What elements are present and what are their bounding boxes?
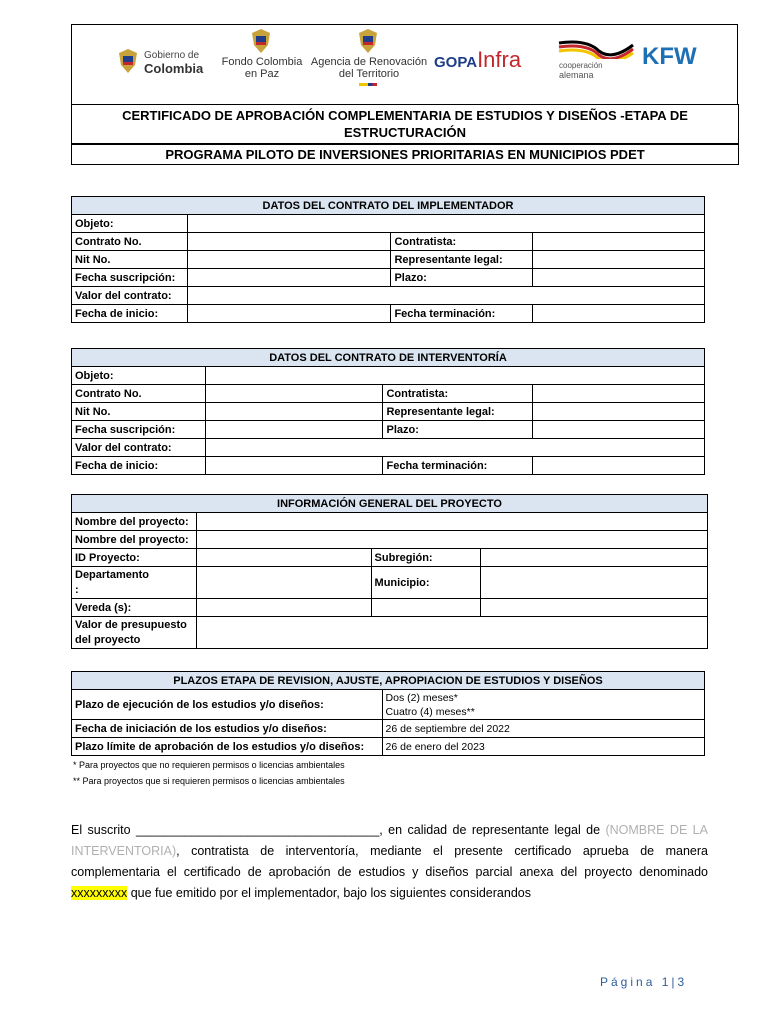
title-line2: ESTRUCTURACIÓN bbox=[343, 125, 467, 140]
int-fecha-terminacion-value[interactable] bbox=[533, 457, 705, 475]
impl-objeto-value[interactable] bbox=[187, 215, 704, 233]
cooperacion-alemana-logo bbox=[557, 37, 637, 87]
proy-municipio-value[interactable] bbox=[481, 567, 708, 599]
fondo-line2: en Paz bbox=[244, 68, 280, 80]
plazos-note1: * Para proyectos que no requieren permisos o licencias ambientales bbox=[73, 760, 345, 770]
proy-valor-value[interactable] bbox=[196, 617, 707, 649]
page-footer: Página 1|3 bbox=[600, 975, 688, 989]
proyecto-table bbox=[71, 494, 708, 649]
int-fecha-inicio-label: Fecha de inicio: bbox=[72, 457, 206, 475]
int-contrato-value[interactable] bbox=[205, 385, 383, 403]
interventoria-name-placeholder[interactable]: (NOMBRE DE LA INTERVENTORIA) bbox=[71, 823, 708, 858]
int-fecha-suscripcion-label: Fecha suscripción: bbox=[72, 421, 206, 439]
int-objeto-label: Objeto: bbox=[72, 367, 206, 385]
proy-departamento-line2: : bbox=[75, 583, 79, 596]
page-label: Página bbox=[600, 975, 656, 989]
agencia-line1: Agencia de Renovación bbox=[310, 56, 428, 68]
impl-valor-value[interactable] bbox=[187, 287, 704, 305]
impl-contrato-value[interactable] bbox=[187, 233, 391, 251]
colombia-coat-of-arms-icon bbox=[117, 47, 139, 75]
plazos-row1-label: Plazo de ejecución de los estudios y/o diseños: bbox=[72, 690, 383, 720]
infra-text: Infra bbox=[477, 47, 522, 72]
cooperacion-line2: alemana bbox=[559, 70, 594, 80]
impl-plazo-label: Plazo: bbox=[391, 269, 533, 287]
impl-nit-label: Nit No. bbox=[72, 251, 188, 269]
int-nit-value[interactable] bbox=[205, 403, 383, 421]
int-representante-label: Representante legal: bbox=[383, 403, 533, 421]
impl-contratista-label: Contratista: bbox=[391, 233, 533, 251]
plazos-row2-label: Fecha de iniciación de los estudios y/o diseños: bbox=[72, 720, 383, 738]
impl-contrato-label: Contrato No. bbox=[72, 233, 188, 251]
proy-nombre2-label: Nombre del proyecto: bbox=[72, 531, 197, 549]
proy-id-value[interactable] bbox=[196, 549, 371, 567]
impl-fecha-terminacion-value[interactable] bbox=[533, 305, 705, 323]
kfw-text: KFW bbox=[642, 43, 697, 70]
paragraph-part2: , contratista de interventoría, mediante el presente certificado aprueba de manera complementaria el certificado de aprobación de estudios y diseños parcial anexa del proyecto denominado bbox=[71, 844, 708, 879]
plazos-note2: ** Para proyectos que si requieren permisos o licencias ambientales bbox=[73, 776, 345, 786]
int-fecha-terminacion-label: Fecha terminación: bbox=[383, 457, 533, 475]
document-subtitle bbox=[71, 144, 739, 165]
impl-objeto-label: Objeto: bbox=[72, 215, 188, 233]
gobierno-line2: Colombia bbox=[144, 61, 204, 76]
gobierno-line1: Gobierno de bbox=[144, 50, 200, 61]
agencia-line2: del Territorio bbox=[338, 68, 400, 80]
implementador-table bbox=[71, 196, 705, 323]
impl-nit-value[interactable] bbox=[187, 251, 391, 269]
impl-representante-label: Representante legal: bbox=[391, 251, 533, 269]
impl-plazo-value[interactable] bbox=[533, 269, 705, 287]
impl-representante-value[interactable] bbox=[533, 251, 705, 269]
impl-fecha-terminacion-label: Fecha terminación: bbox=[391, 305, 533, 323]
logo-row bbox=[71, 24, 738, 104]
implementador-heading: DATOS DEL CONTRATO DEL IMPLEMENTADOR bbox=[72, 197, 705, 215]
impl-fecha-inicio-value[interactable] bbox=[187, 305, 391, 323]
int-contrato-label: Contrato No. bbox=[72, 385, 206, 403]
cooperacion-line1: cooperación bbox=[559, 61, 603, 70]
subtitle-text: PROGRAMA PILOTO DE INVERSIONES PRIORITARIAS EN MUNICIPIOS PDET bbox=[165, 147, 645, 162]
project-name-placeholder[interactable]: xxxxxxxxx bbox=[71, 886, 128, 900]
agencia-renovacion-logo bbox=[309, 27, 429, 89]
gopa-infra-logo bbox=[434, 47, 554, 77]
proy-valor-line2: del proyecto bbox=[75, 633, 141, 646]
proy-vereda-label: Vereda (s): bbox=[72, 599, 197, 617]
plazos-row3-label: Plazo límite de aprobación de los estudios y/o diseños: bbox=[72, 738, 383, 756]
agencia-flag-bar bbox=[359, 83, 377, 86]
impl-contratista-value[interactable] bbox=[533, 233, 705, 251]
plazos-table bbox=[71, 671, 705, 756]
plazos-row3-value: 26 de enero del 2023 bbox=[382, 738, 704, 756]
proy-departamento-label bbox=[72, 567, 197, 599]
proy-nombre2-value[interactable] bbox=[196, 531, 707, 549]
proy-id-label: ID Proyecto: bbox=[72, 549, 197, 567]
proy-subregion-value[interactable] bbox=[481, 549, 708, 567]
int-valor-value[interactable] bbox=[205, 439, 704, 457]
int-representante-value[interactable] bbox=[533, 403, 705, 421]
gobierno-colombia-logo bbox=[117, 47, 212, 77]
proy-departamento-value[interactable] bbox=[196, 567, 371, 599]
proy-departamento-line1: Departamento bbox=[75, 568, 149, 581]
kfw-logo bbox=[642, 43, 712, 73]
certificate-paragraph bbox=[71, 820, 708, 904]
impl-valor-label: Valor del contrato: bbox=[72, 287, 188, 305]
proy-vereda-value[interactable] bbox=[196, 599, 371, 617]
paragraph-part1: El suscrito ___________________________________, en calidad de representante legal de bbox=[71, 823, 606, 837]
proy-subregion-label: Subregión: bbox=[371, 549, 481, 567]
int-valor-label: Valor del contrato: bbox=[72, 439, 206, 457]
fondo-colombia-logo bbox=[217, 27, 307, 89]
interventoria-table bbox=[71, 348, 705, 475]
plazos-row2-value: 26 de septiembre del 2022 bbox=[382, 720, 704, 738]
proy-valor-label bbox=[72, 617, 197, 649]
impl-fecha-inicio-label: Fecha de inicio: bbox=[72, 305, 188, 323]
fondo-coat-of-arms-icon bbox=[250, 27, 272, 55]
proy-nombre1-label: Nombre del proyecto: bbox=[72, 513, 197, 531]
proy-valor-line1: Valor de presupuesto bbox=[75, 618, 187, 631]
document-title bbox=[71, 104, 739, 144]
page-total: 3 bbox=[677, 975, 688, 989]
int-plazo-value[interactable] bbox=[533, 421, 705, 439]
fondo-line1: Fondo Colombia bbox=[221, 56, 303, 68]
proy-municipio-label: Municipio: bbox=[371, 567, 481, 599]
paragraph-part3: que fue emitido por el implementador, bajo los siguientes considerandos bbox=[127, 886, 531, 900]
title-line1: CERTIFICADO DE APROBACIÓN COMPLEMENTARIA DE ESTUDIOS Y DISEÑOS -ETAPA DE bbox=[122, 108, 688, 123]
proy-nombre1-value[interactable] bbox=[196, 513, 707, 531]
int-fecha-inicio-value[interactable] bbox=[205, 457, 383, 475]
plazos-heading: PLAZOS ETAPA DE REVISION, AJUSTE, APROPIACION DE ESTUDIOS Y DISEÑOS bbox=[72, 672, 705, 690]
int-fecha-suscripcion-value[interactable] bbox=[205, 421, 383, 439]
plazos-row1-value-line2: Cuatro (4) meses** bbox=[385, 705, 475, 718]
page-number: 1 bbox=[661, 975, 672, 989]
interventoria-heading: DATOS DEL CONTRATO DE INTERVENTORÍA bbox=[72, 349, 705, 367]
plazos-row1-value-line1: Dos (2) meses* bbox=[385, 691, 458, 704]
gopa-text: GOPA bbox=[434, 54, 478, 71]
agencia-coat-of-arms-icon bbox=[357, 27, 379, 55]
int-contratista-label: Contratista: bbox=[383, 385, 533, 403]
proy-vereda-extra1[interactable] bbox=[371, 599, 481, 617]
impl-fecha-suscripcion-value[interactable] bbox=[187, 269, 391, 287]
german-flag-swoosh-icon bbox=[557, 37, 635, 59]
impl-fecha-suscripcion-label: Fecha suscripción: bbox=[72, 269, 188, 287]
proy-vereda-extra2[interactable] bbox=[481, 599, 708, 617]
proyecto-heading: INFORMACIÓN GENERAL DEL PROYECTO bbox=[72, 495, 708, 513]
int-plazo-label: Plazo: bbox=[383, 421, 533, 439]
int-nit-label: Nit No. bbox=[72, 403, 206, 421]
int-objeto-value[interactable] bbox=[205, 367, 704, 385]
plazos-row1-value bbox=[382, 690, 704, 720]
int-contratista-value[interactable] bbox=[533, 385, 705, 403]
